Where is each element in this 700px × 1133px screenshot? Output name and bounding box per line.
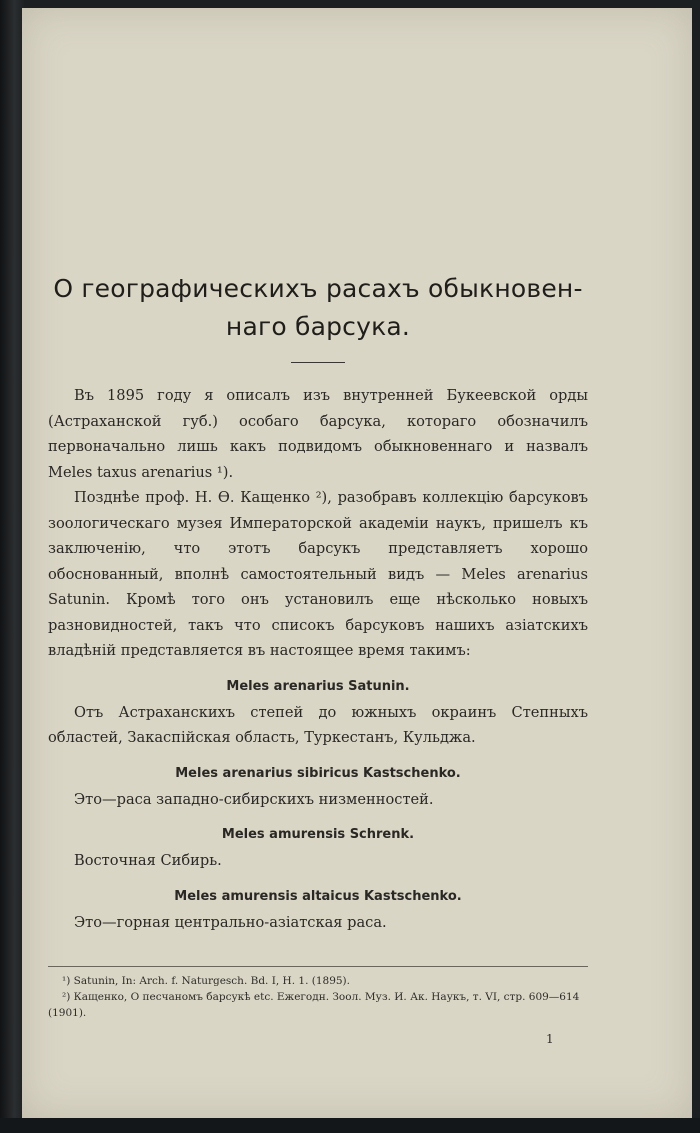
title-divider [291,362,345,363]
species-range-2: Это—раса западно-сибирскихъ низменностей. [74,790,434,808]
species-range-4: Это—горная центрально-азіатская раса. [74,913,387,931]
title-line-1: О географическихъ расахъ обыкновен- [53,274,583,303]
species-range-3: Восточная Сибирь. [74,852,222,869]
page-bottom-edge [0,1118,700,1133]
paragraph-1: Въ 1895 году я описалъ изъ внутренней Букеевской орды (Астраханской губ.) особаго барсука, котораго обозначилъ первоначально лишь какъ подвидомъ обыкновеннаго и назвалъ Meles taxus arenarius ¹). [48,387,588,481]
paragraph-2: Позднѣе проф. Н. Ѳ. Кащенко ²), разобравъ коллекцію барсуковъ зоологическаго музея Императорской академіи наукъ, пришелъ къ заключенію, что этотъ барсукъ представляетъ хорошо обоснованный, вполнѣ самостоятельный видъ — Meles arenarius Satunin. Кромѣ того онъ установилъ еще нѣсколько новыхъ разновидностей, такъ что списокъ барсуковъ нашихъ азіатскихъ владѣній представляется въ настоящее время такимъ: [48,489,588,659]
article-title [48,270,588,346]
footnote-1: ¹) Satunin, In: Arch. f. Naturgesch. Bd. I, H. 1. (1895). [62,975,350,987]
species-heading-1: Meles arenarius Satunin. [226,678,410,694]
title-line-2: наго барсука. [225,312,411,341]
species-heading-2: Meles arenarius sibiricus Kastschenko. [175,765,461,781]
species-heading-3: Meles amurensis Schrenk. [221,827,415,842]
page-number: 1 [546,1032,554,1046]
book-spine [0,0,24,1133]
article-body [48,270,588,935]
species-heading-4: Meles amurensis altaicus Kastschenko. [174,888,462,904]
species-range-1: Отъ Астраханскихъ степей до южныхъ окраинъ Степныхъ областей, Закаспійская область, Туркестанъ, Кульджа. [48,703,588,746]
footnotes [48,966,588,1021]
footnote-2: ²) Кащенко, О песчаномъ барсукѣ etc. Ежегодн. Зоол. Муз. И. Ак. Наукъ, т. VI, стр. 609—614 (1901). [48,991,580,1019]
